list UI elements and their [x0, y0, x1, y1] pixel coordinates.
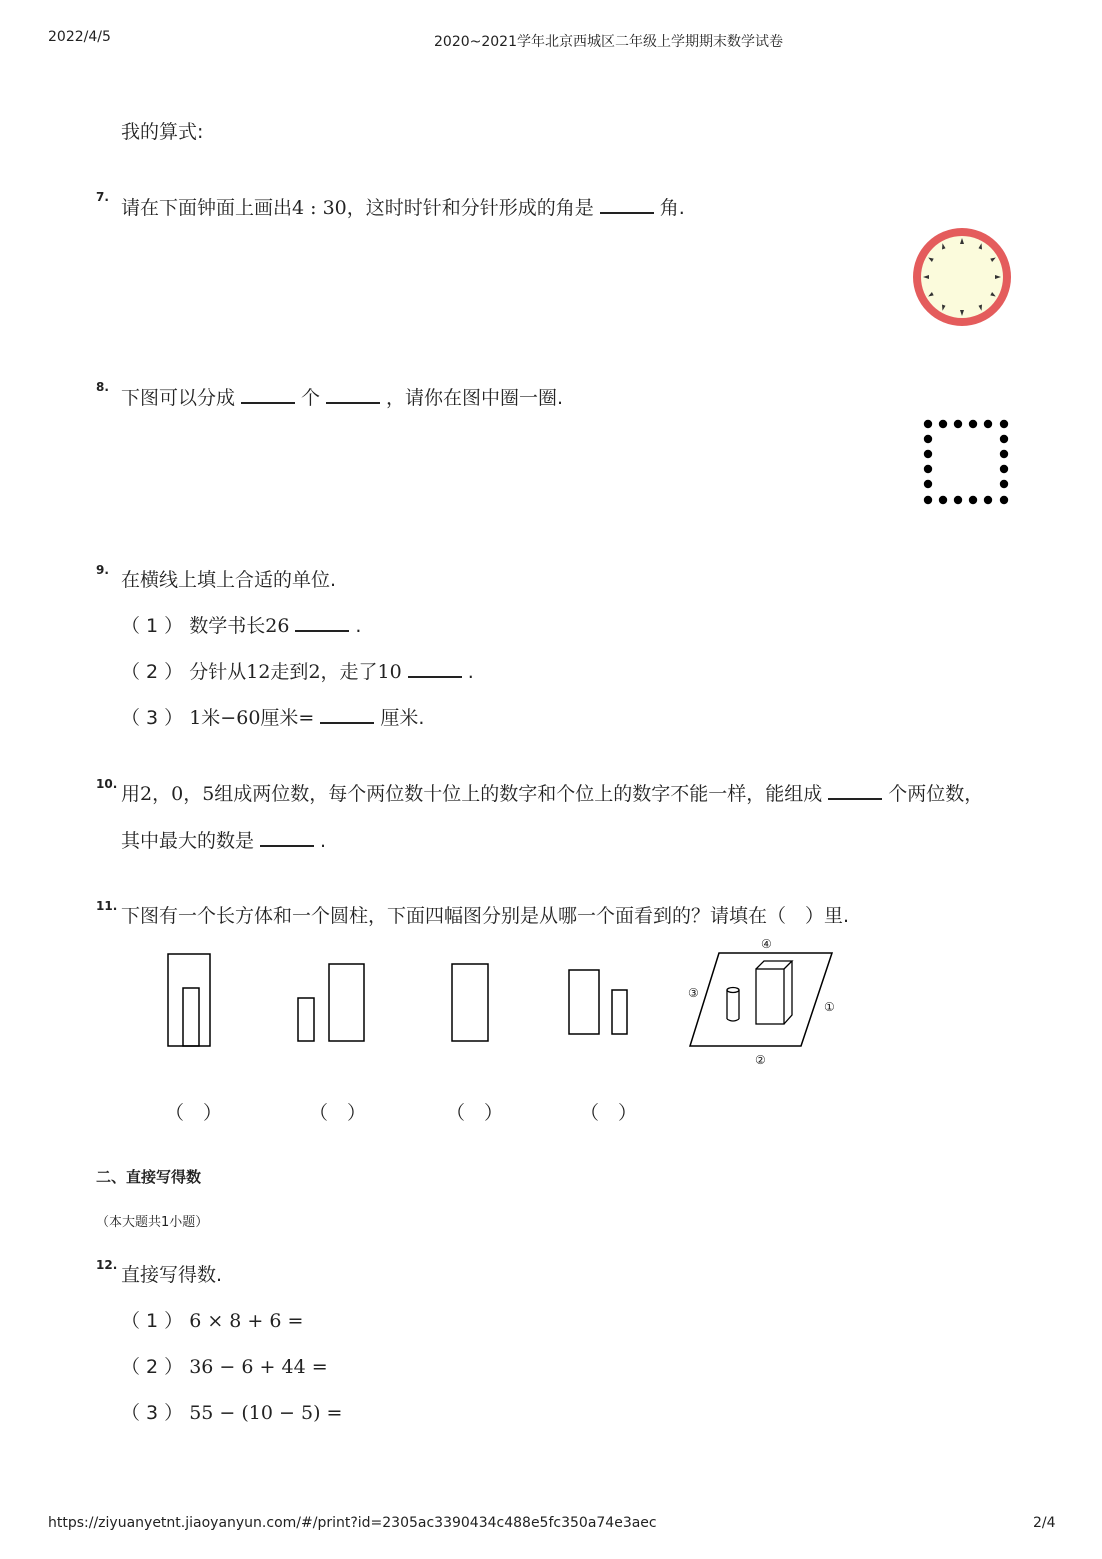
- section-title: 二、直接写得数: [96, 1168, 202, 1186]
- answer-paren-2[interactable]: （ ）: [309, 1102, 367, 1124]
- page-number: 2/4: [1033, 1515, 1056, 1531]
- view-figure-4: [564, 965, 636, 1040]
- answer-blank[interactable]: [295, 629, 349, 632]
- question-7-text: 请在下面钟面上画出4 : 30，这时时针和分针形成的角是 角.: [121, 197, 685, 219]
- answer-blank[interactable]: [320, 721, 374, 724]
- view-figure-1: [160, 948, 220, 1052]
- question-number: 8.: [96, 380, 109, 394]
- answer-blank[interactable]: [260, 844, 314, 847]
- document-title: 2020~2021学年北京西城区二年级上学期期末数学试卷: [434, 34, 783, 50]
- question-10-line-2: 其中最大的数是 .: [121, 830, 327, 852]
- question-number: 12.: [96, 1258, 118, 1272]
- face-label-2: ②: [755, 1053, 766, 1067]
- view-figure-3: [447, 958, 495, 1046]
- question-10-line-1: 用2，0，5组成两位数，每个两位数十位上的数字和个位上的数字不能一样，能组成 个两位数，: [121, 783, 984, 805]
- question-12-item-2: （ 2 ） 36 − 6 + 44 =: [121, 1356, 328, 1378]
- question-number: 11.: [96, 899, 118, 913]
- question-number: 9.: [96, 563, 109, 577]
- footer-url[interactable]: https://ziyuanyetnt.jiaoyanyun.com/#/print?id=2305ac3390434c488e5fc350a74e3aec: [48, 1515, 657, 1531]
- clock-face-icon[interactable]: [910, 225, 1014, 329]
- question-12-item-1: （ 1 ） 6 × 8 + 6 =: [121, 1310, 304, 1332]
- question-number: 10.: [96, 777, 118, 791]
- face-label-4: ④: [761, 937, 772, 951]
- answer-blank[interactable]: [326, 401, 380, 404]
- print-date: 2022/4/5: [48, 29, 111, 45]
- formula-label: 我的算式:: [121, 121, 204, 143]
- answer-paren-4[interactable]: （ ）: [580, 1102, 638, 1124]
- solid-figure-diagram: [680, 934, 840, 1070]
- dots-square-icon[interactable]: [918, 416, 1014, 510]
- question-9-text: 在横线上填上合适的单位.: [121, 569, 337, 591]
- question-8-text: 下图可以分成 个 ，请你在图中圈一圈.: [121, 387, 564, 409]
- answer-blank[interactable]: [241, 401, 295, 404]
- face-label-1: ①: [824, 1000, 835, 1014]
- section-note: （本大题共1小题）: [96, 1215, 209, 1230]
- answer-blank[interactable]: [828, 797, 882, 800]
- view-figure-2: [293, 958, 373, 1046]
- question-12-item-3: （ 3 ） 55 − (10 − 5) =: [121, 1402, 343, 1424]
- answer-blank[interactable]: [600, 211, 654, 214]
- question-12-text: 直接写得数.: [121, 1264, 223, 1286]
- answer-paren-3[interactable]: （ ）: [446, 1102, 504, 1124]
- answer-blank[interactable]: [408, 675, 462, 678]
- question-9-item-2: （ 2 ） 分针从12走到2，走了10 .: [121, 661, 474, 683]
- question-number: 7.: [96, 190, 109, 204]
- question-9-item-1: （ 1 ） 数学书长26 .: [121, 615, 362, 637]
- question-9-item-3: （ 3 ） 1米−60厘米= 厘米.: [121, 707, 425, 729]
- face-label-3: ③: [688, 986, 699, 1000]
- question-11-text: 下图有一个长方体和一个圆柱，下面四幅图分别是从哪一个面看到的？请填在（ ）里.: [121, 905, 850, 927]
- answer-paren-1[interactable]: （ ）: [165, 1102, 223, 1124]
